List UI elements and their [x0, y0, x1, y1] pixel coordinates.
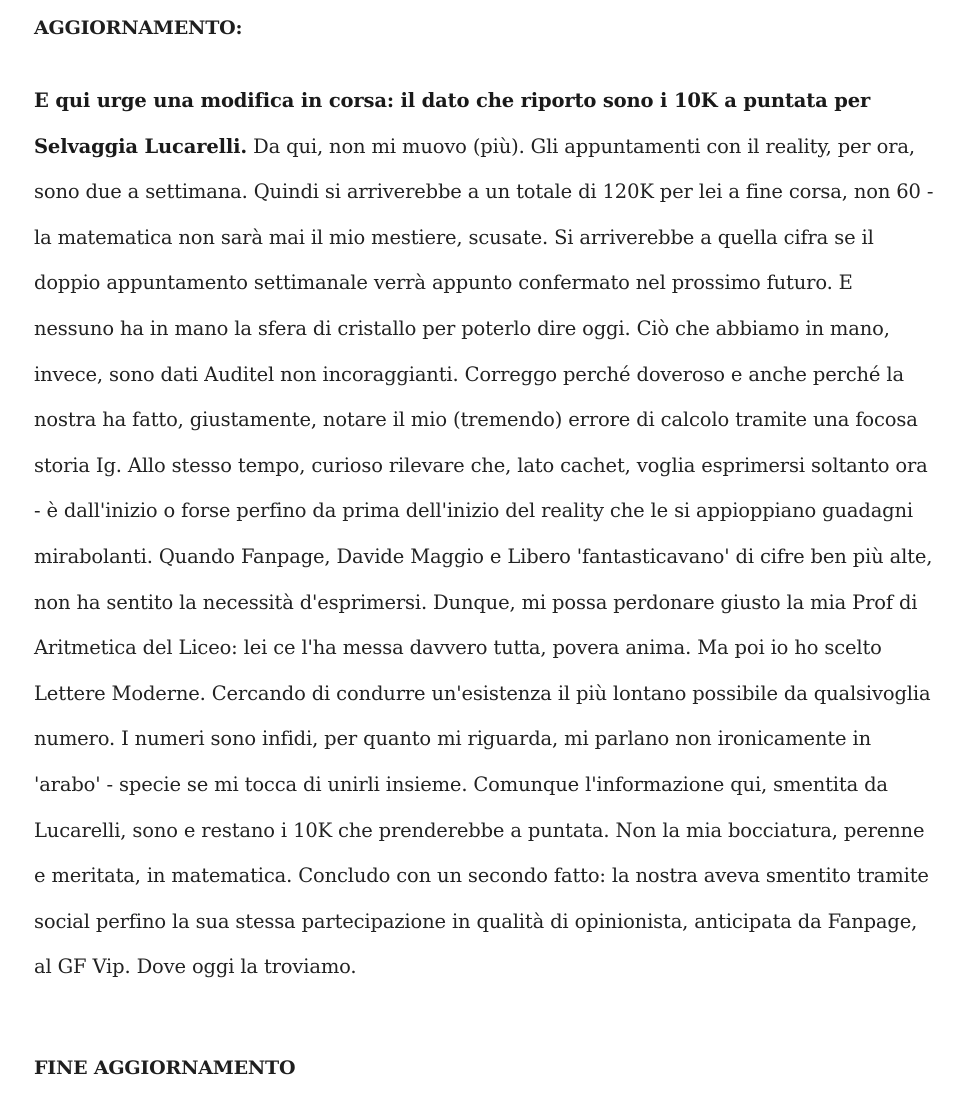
end-update-heading: FINE AGGIORNAMENTO [34, 1057, 296, 1079]
update-heading: AGGIORNAMENTO: [34, 17, 243, 39]
update-lead-bold: E qui urge una modifica in corsa: il dato che riporto sono i 10K a puntata per Selvaggia Lucarelli. [34, 89, 871, 158]
update-paragraph [34, 78, 934, 990]
update-body-text: Da qui, non mi muovo (più). Gli appuntamenti con il reality, per ora, sono due a settimana. Quindi si arriverebbe a un totale di 120K per lei a fine corsa, non 60 - la matematica non sarà mai il mio mestiere, scusate. Si arriverebbe a quella cifra se il doppio appuntamento settimanale verrà appunto confermato nel prossimo futuro. E nessuno ha in mano la sfera di cristallo per poterlo dire oggi. Ciò che abbiamo in mano, invece, sono dati Auditel non incoraggianti. Correggo perché doveroso e anche perché la nostra ha fatto, giustamente, notare il mio (tremendo) errore di calcolo tramite una focosa storia Ig. Allo stesso tempo, curioso rilevare che, lato cachet, voglia esprimersi soltanto ora - è dall'inizio o forse perfino da prima dell'inizio del reality che le si appioppiano guadagni mirabolanti. Quando Fanpage, Davide Maggio e Libero 'fantasticavano' di cifre ben più alte, non ha sentito la necessità d'esprimersi. Dunque, mi possa perdonare giusto la mia Prof di Aritmetica del Liceo: lei ce l'ha messa davvero tutta, povera anima. Ma poi io ho scelto Lettere Moderne. Cercando di condurre un'esistenza il più lontano possibile da qualsivoglia numero. I numeri sono infidi, per quanto mi riguarda, mi parlano non ironicamente in 'arabo' - specie se mi tocca di unirli insieme. Comunque l'informazione qui, smentita da Lucarelli, sono e restano i 10K che prenderebbe a puntata. Non la mia bocciatura, perenne e meritata, in matematica. Concludo con un secondo fatto: la nostra aveva smentito tramite social perfino la sua stessa partecipazione in qualità di opinionista, anticipata da Fanpage, al GF Vip. Dove oggi la troviamo. [34, 134, 934, 979]
